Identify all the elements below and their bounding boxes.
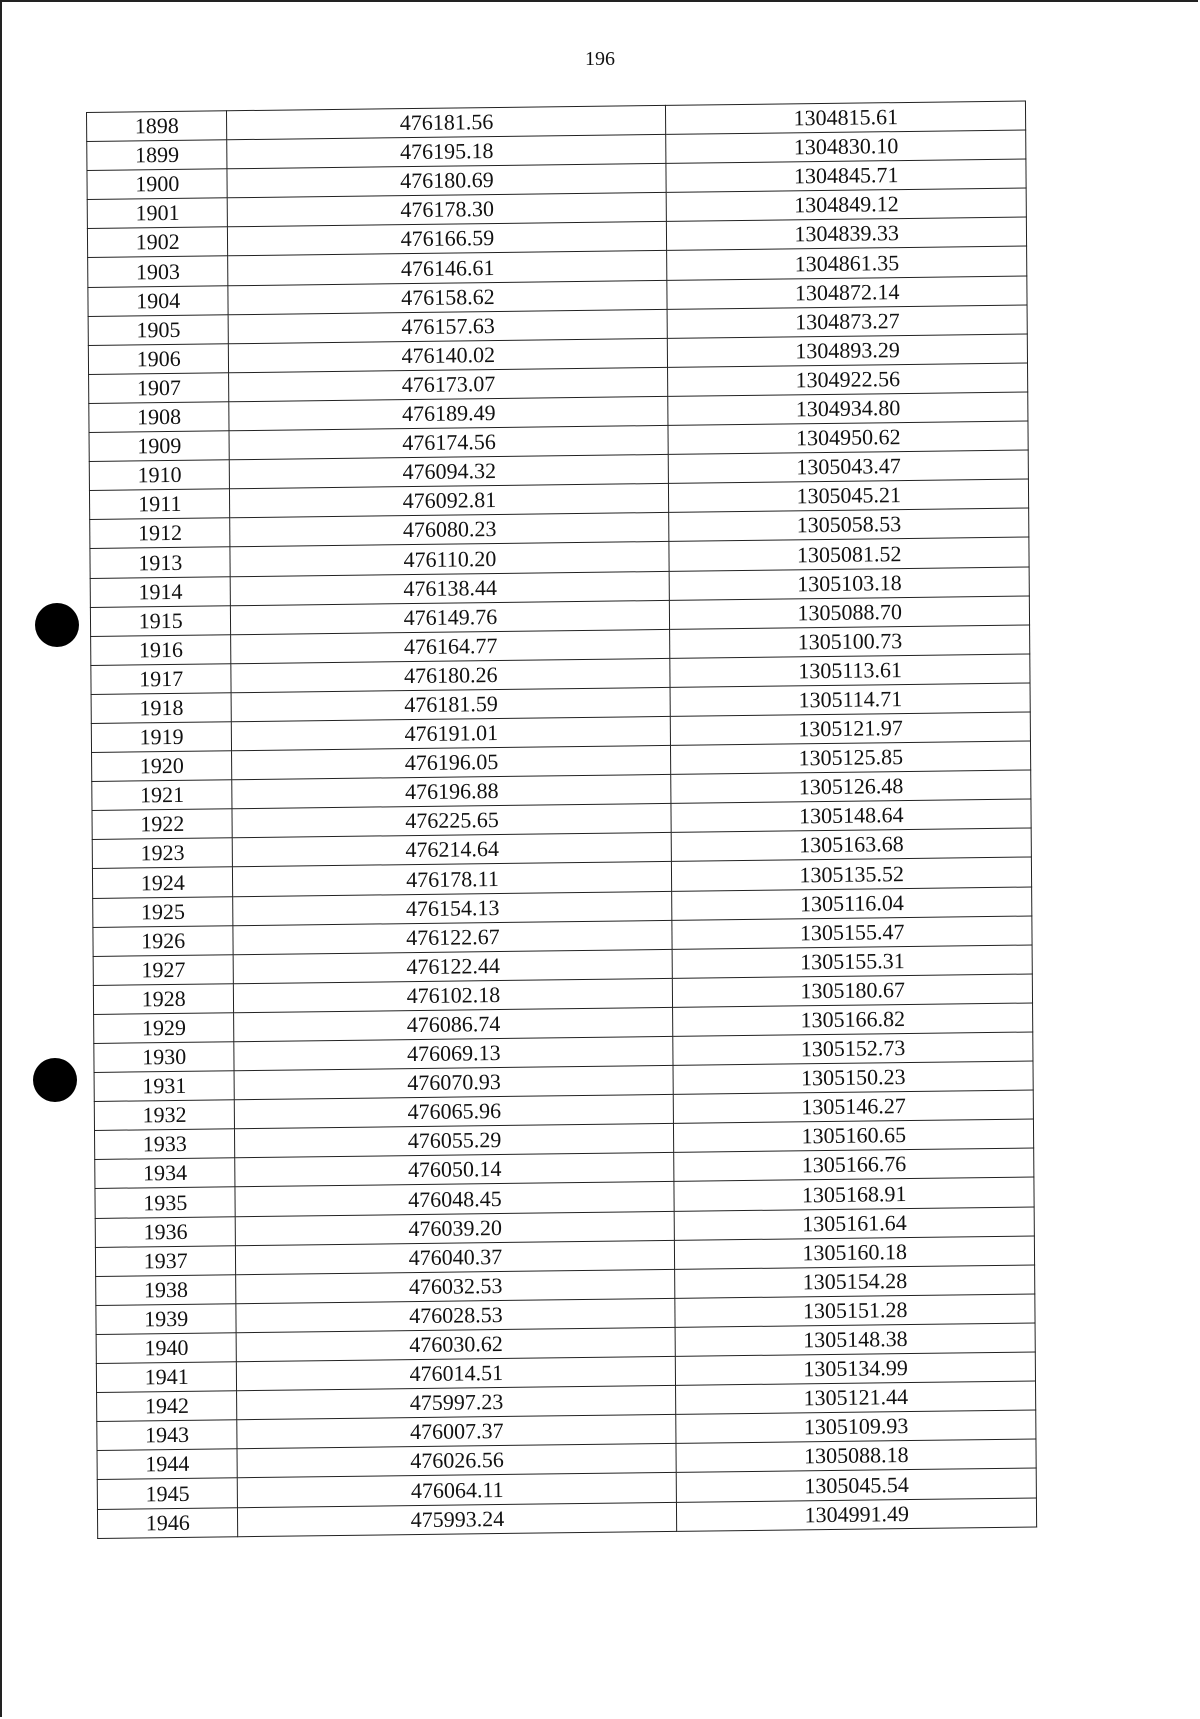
- year-cell: 1906: [88, 344, 229, 375]
- value-cell-2: 1304830.10: [666, 130, 1026, 163]
- value-cell-1: 476092.81: [230, 484, 669, 518]
- value-cell-2: 1305045.54: [677, 1468, 1037, 1501]
- value-cell-1: 476178.30: [228, 193, 667, 227]
- year-cell: 1931: [94, 1071, 235, 1102]
- value-cell-1: 476140.02: [229, 338, 668, 372]
- year-cell: 1909: [89, 431, 230, 462]
- value-cell-1: 476189.49: [229, 396, 668, 430]
- value-cell-2: 1305154.28: [675, 1265, 1035, 1298]
- value-cell-1: 476048.45: [235, 1182, 674, 1216]
- year-cell: 1922: [92, 809, 233, 840]
- value-cell-1: 476180.26: [231, 658, 670, 692]
- value-cell-2: 1304950.62: [668, 421, 1028, 454]
- value-cell-2: 1305180.67: [673, 974, 1033, 1007]
- value-cell-2: 1305160.65: [674, 1119, 1034, 1152]
- value-cell-1: 476138.44: [231, 571, 670, 605]
- value-cell-1: 476026.56: [237, 1444, 676, 1478]
- value-cell-1: 476080.23: [230, 513, 669, 547]
- year-cell: 1925: [93, 896, 234, 927]
- year-cell: 1930: [94, 1042, 235, 1073]
- value-cell-1: 476122.44: [234, 949, 673, 983]
- value-cell-2: 1305103.18: [670, 567, 1030, 600]
- year-cell: 1944: [97, 1449, 238, 1480]
- year-cell: 1910: [89, 460, 230, 491]
- value-cell-2: 1305160.18: [675, 1236, 1035, 1269]
- value-cell-2: 1305150.23: [673, 1061, 1033, 1094]
- data-table: [86, 101, 1037, 1539]
- value-cell-2: 1305126.48: [671, 770, 1031, 803]
- value-cell-2: 1305121.44: [676, 1381, 1036, 1414]
- year-cell: 1941: [96, 1362, 237, 1393]
- year-cell: 1939: [96, 1304, 237, 1335]
- year-cell: 1911: [89, 489, 230, 520]
- year-cell: 1935: [95, 1187, 236, 1218]
- value-cell-1: 476149.76: [231, 600, 670, 634]
- punch-hole: [33, 1058, 77, 1102]
- value-cell-1: 476173.07: [229, 367, 668, 401]
- year-cell: 1934: [95, 1158, 236, 1189]
- value-cell-1: 476032.53: [236, 1269, 675, 1303]
- value-cell-2: 1304922.56: [668, 363, 1028, 396]
- year-cell: 1898: [87, 111, 228, 142]
- year-cell: 1904: [88, 285, 229, 316]
- value-cell-2: 1305155.31: [673, 945, 1033, 978]
- year-cell: 1946: [97, 1507, 238, 1538]
- year-cell: 1915: [90, 605, 231, 636]
- value-cell-2: 1305121.97: [671, 712, 1031, 745]
- value-cell-2: 1305109.93: [676, 1410, 1036, 1443]
- value-cell-2: 1305135.52: [672, 857, 1032, 890]
- year-cell: 1927: [93, 954, 234, 985]
- year-cell: 1938: [96, 1274, 237, 1305]
- year-cell: 1905: [88, 314, 229, 345]
- value-cell-2: 1305134.99: [676, 1352, 1036, 1385]
- value-cell-2: 1305151.28: [675, 1294, 1035, 1327]
- value-cell-2: 1305146.27: [674, 1090, 1034, 1123]
- year-cell: 1945: [97, 1478, 238, 1509]
- value-cell-1: 476055.29: [235, 1124, 674, 1158]
- value-cell-1: 476191.01: [232, 716, 671, 750]
- value-cell-2: 1305043.47: [669, 450, 1029, 483]
- value-cell-1: 476050.14: [235, 1153, 674, 1187]
- year-cell: 1928: [93, 984, 234, 1015]
- value-cell-1: 476195.18: [227, 135, 666, 169]
- value-cell-2: 1304849.12: [667, 188, 1027, 221]
- year-cell: 1942: [97, 1391, 238, 1422]
- year-cell: 1907: [89, 373, 230, 404]
- value-cell-1: 476157.63: [229, 309, 668, 343]
- value-cell-1: 476196.05: [232, 745, 671, 779]
- value-cell-1: 476030.62: [237, 1327, 676, 1361]
- value-cell-1: 476225.65: [232, 804, 671, 838]
- value-cell-1: 476164.77: [231, 629, 670, 663]
- value-cell-2: 1305152.73: [673, 1032, 1033, 1065]
- year-cell: 1919: [91, 722, 232, 753]
- year-cell: 1936: [95, 1216, 236, 1247]
- value-cell-2: 1304873.27: [668, 305, 1028, 338]
- value-cell-1: 476070.93: [234, 1065, 673, 1099]
- value-cell-2: 1305100.73: [670, 625, 1030, 658]
- punch-hole: [35, 603, 79, 647]
- value-cell-1: 476064.11: [238, 1473, 677, 1507]
- year-cell: 1943: [97, 1420, 238, 1451]
- value-cell-2: 1305166.82: [673, 1003, 1033, 1036]
- year-cell: 1908: [89, 402, 230, 433]
- year-cell: 1902: [87, 227, 228, 258]
- value-cell-2: 1305155.47: [672, 916, 1032, 949]
- data-table-container: [86, 100, 1072, 1538]
- year-cell: 1899: [87, 140, 228, 171]
- value-cell-1: 476181.56: [227, 105, 666, 139]
- year-cell: 1926: [93, 925, 234, 956]
- value-cell-1: 476040.37: [236, 1240, 675, 1274]
- value-cell-2: 1305125.85: [671, 741, 1031, 774]
- value-cell-2: 1304934.80: [668, 392, 1028, 425]
- value-cell-2: 1305163.68: [672, 828, 1032, 861]
- value-cell-2: 1304872.14: [667, 276, 1027, 309]
- year-cell: 1901: [87, 198, 228, 229]
- value-cell-2: 1305166.76: [674, 1148, 1034, 1181]
- value-cell-2: 1304893.29: [668, 334, 1028, 367]
- value-cell-2: 1305148.64: [671, 799, 1031, 832]
- year-cell: 1917: [91, 664, 232, 695]
- value-cell-2: 1305058.53: [669, 508, 1029, 541]
- year-cell: 1924: [92, 867, 233, 898]
- value-cell-1: 476214.64: [233, 833, 672, 867]
- value-cell-1: 476007.37: [237, 1415, 676, 1449]
- value-cell-1: 476065.96: [235, 1095, 674, 1129]
- year-cell: 1916: [91, 634, 232, 665]
- value-cell-2: 1305081.52: [669, 537, 1029, 570]
- value-cell-2: 1305168.91: [674, 1177, 1034, 1210]
- value-cell-1: 476086.74: [234, 1007, 673, 1041]
- value-cell-1: 476039.20: [236, 1211, 675, 1245]
- year-cell: 1932: [94, 1100, 235, 1131]
- year-cell: 1940: [96, 1333, 237, 1364]
- year-cell: 1933: [95, 1129, 236, 1160]
- year-cell: 1923: [92, 838, 233, 869]
- value-cell-1: 476122.67: [233, 920, 672, 954]
- value-cell-2: 1305088.70: [670, 596, 1030, 629]
- value-cell-1: 475997.23: [237, 1386, 676, 1420]
- value-cell-2: 1304845.71: [666, 159, 1026, 192]
- value-cell-2: 1305088.18: [676, 1439, 1036, 1472]
- year-cell: 1913: [90, 547, 231, 578]
- year-cell: 1903: [88, 256, 229, 287]
- value-cell-2: 1305113.61: [670, 654, 1030, 687]
- value-cell-1: 476069.13: [234, 1036, 673, 1070]
- year-cell: 1918: [91, 693, 232, 724]
- value-cell-1: 476180.69: [227, 164, 666, 198]
- value-cell-2: 1304861.35: [667, 246, 1027, 279]
- page-number: 196: [585, 48, 615, 70]
- value-cell-1: 476166.59: [228, 222, 667, 256]
- year-cell: 1929: [94, 1013, 235, 1044]
- value-cell-1: 476094.32: [230, 455, 669, 489]
- year-cell: 1912: [90, 518, 231, 549]
- value-cell-2: 1305161.64: [675, 1207, 1035, 1240]
- value-cell-2: 1304991.49: [677, 1497, 1037, 1530]
- value-cell-1: 476102.18: [234, 978, 673, 1012]
- value-cell-2: 1305116.04: [672, 887, 1032, 920]
- year-cell: 1937: [95, 1245, 236, 1276]
- value-cell-1: 476028.53: [236, 1298, 675, 1332]
- year-cell: 1921: [92, 780, 233, 811]
- value-cell-1: 476110.20: [230, 542, 669, 576]
- value-cell-2: 1304839.33: [667, 217, 1027, 250]
- value-cell-1: 476196.88: [232, 775, 671, 809]
- year-cell: 1900: [87, 169, 228, 200]
- value-cell-1: 476181.59: [232, 687, 671, 721]
- value-cell-1: 476014.51: [237, 1356, 676, 1390]
- value-cell-1: 476178.11: [233, 862, 672, 896]
- value-cell-1: 476154.13: [233, 891, 672, 925]
- value-cell-1: 476174.56: [229, 425, 668, 459]
- value-cell-1: 475993.24: [238, 1502, 677, 1536]
- table-body: [87, 101, 1037, 1538]
- value-cell-1: 476158.62: [228, 280, 667, 314]
- value-cell-2: 1305148.38: [676, 1323, 1036, 1356]
- value-cell-2: 1305045.21: [669, 479, 1029, 512]
- year-cell: 1920: [92, 751, 233, 782]
- value-cell-2: 1305114.71: [670, 683, 1030, 716]
- value-cell-2: 1304815.61: [666, 101, 1026, 134]
- value-cell-1: 476146.61: [228, 251, 667, 285]
- year-cell: 1914: [90, 576, 231, 607]
